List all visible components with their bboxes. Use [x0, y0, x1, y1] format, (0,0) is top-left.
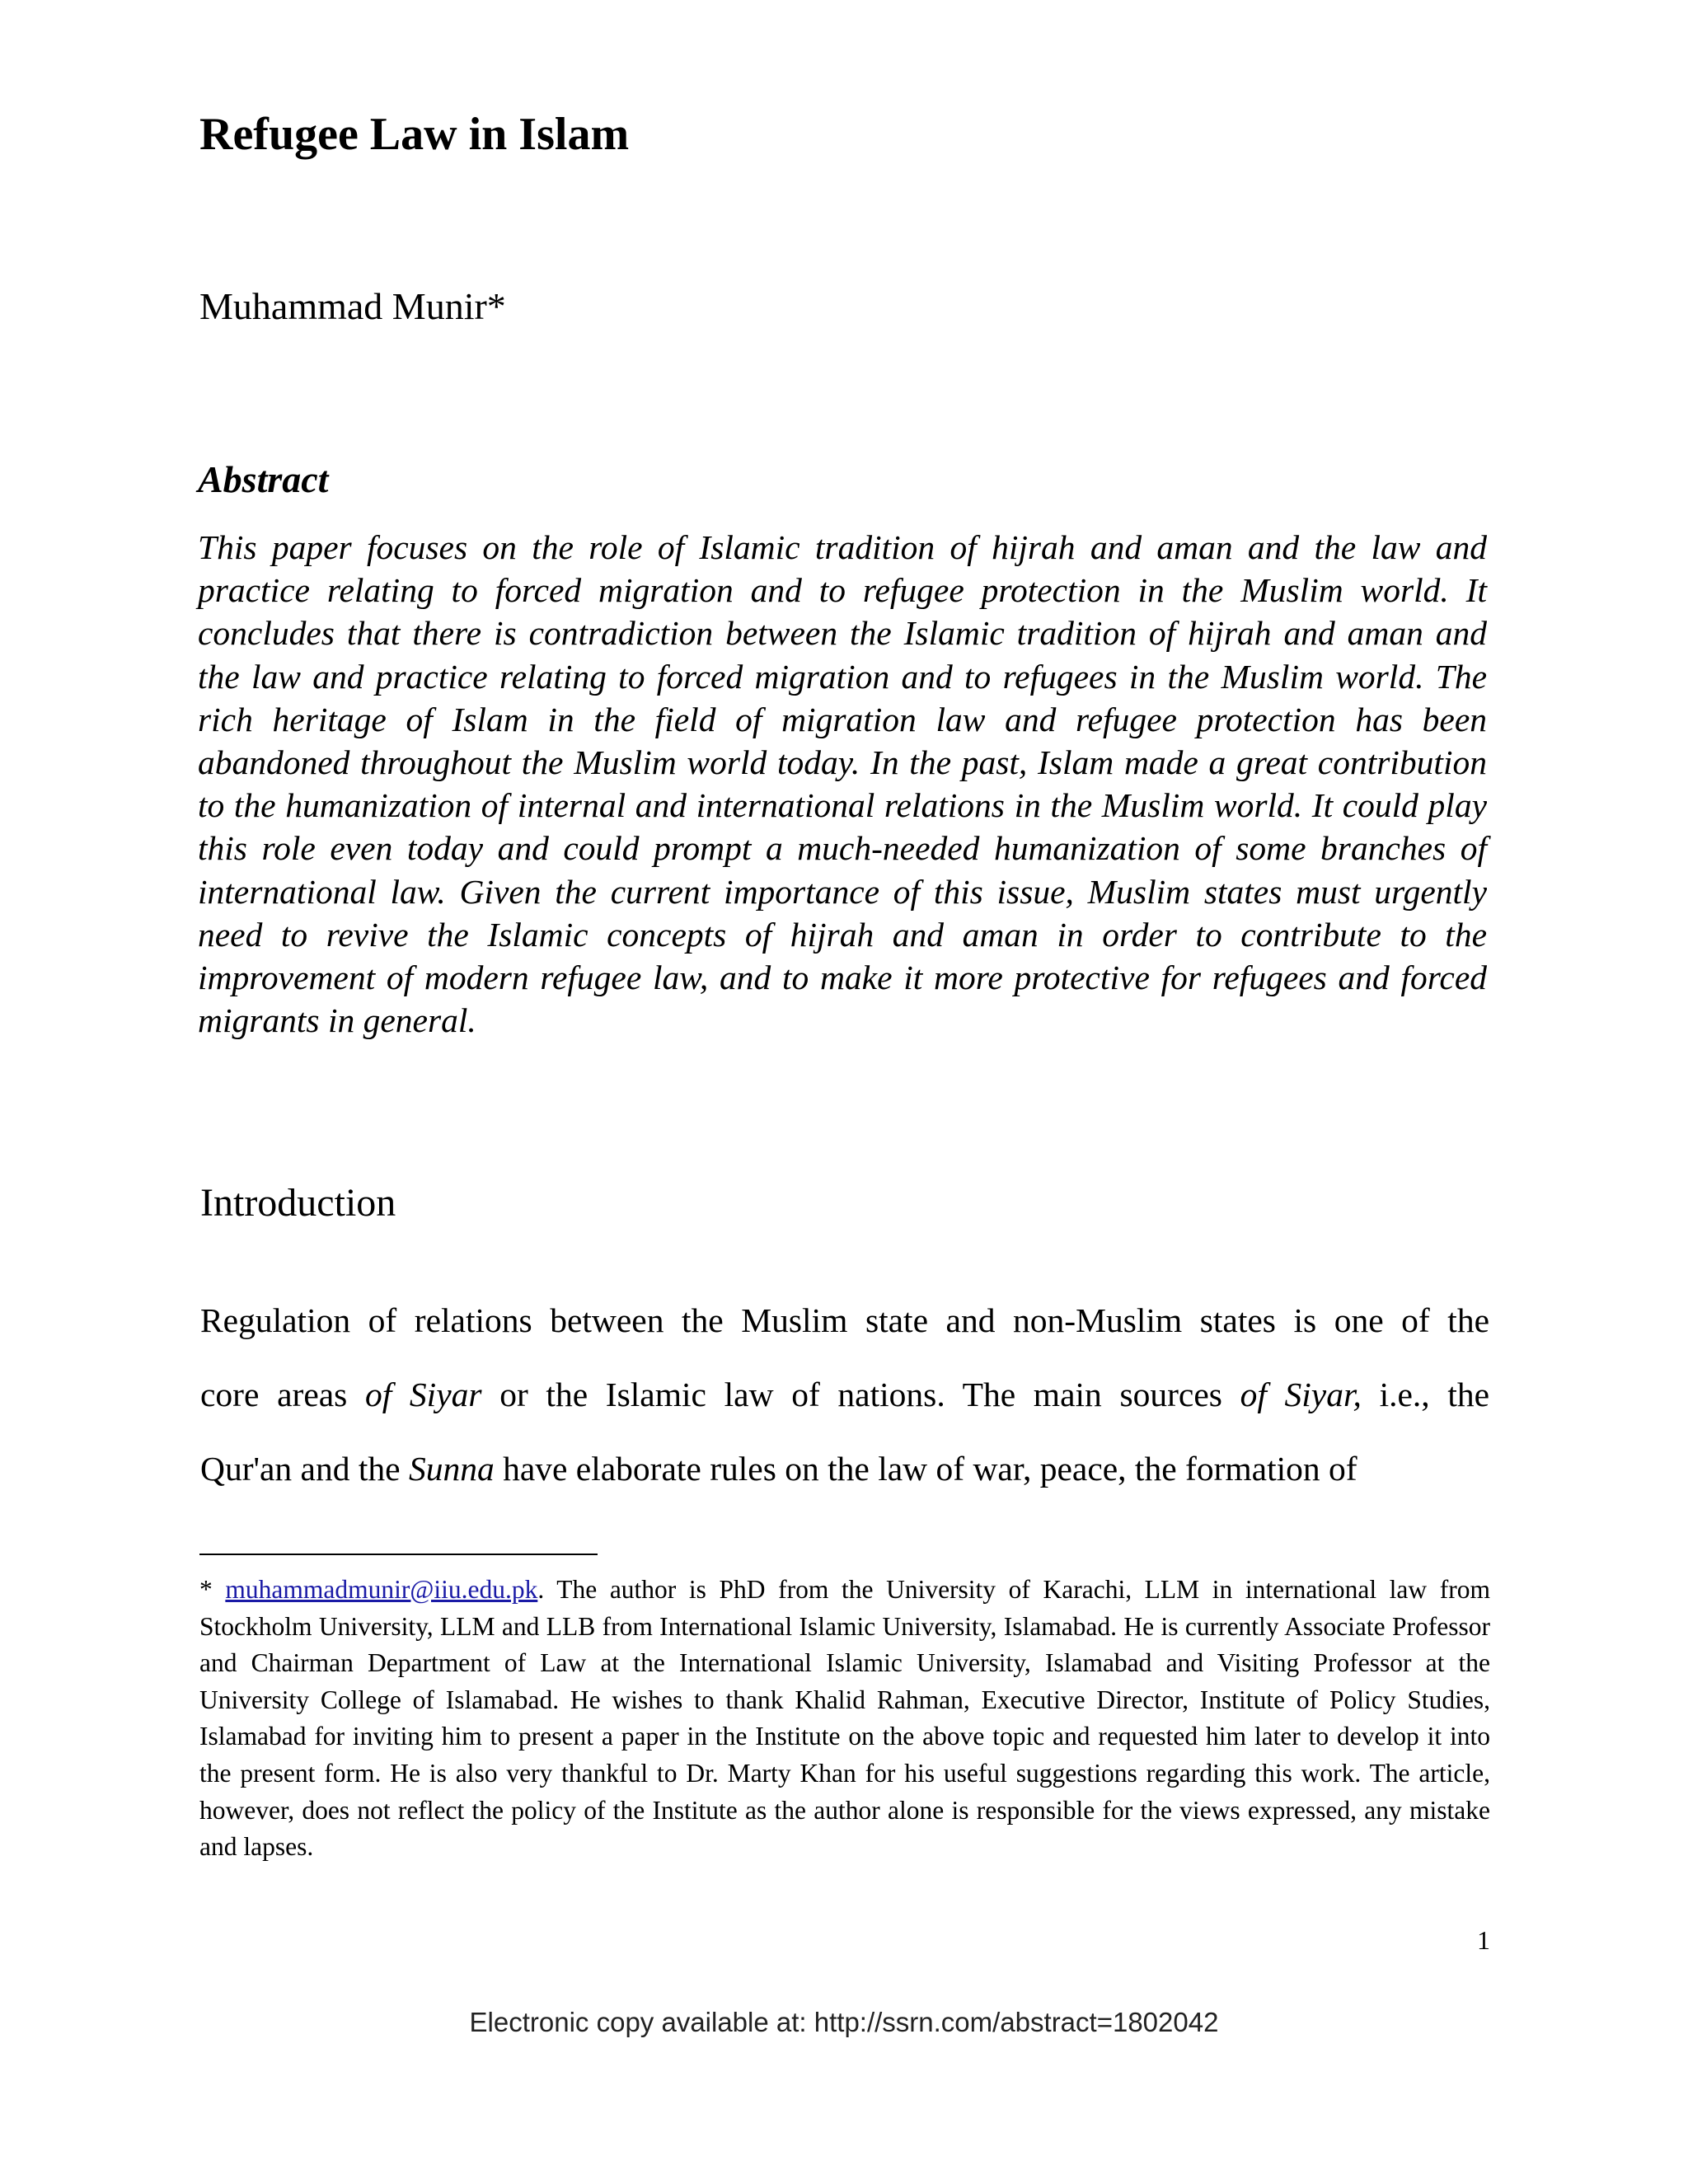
- author-email-link[interactable]: muhammadmunir@iiu.edu.pk: [225, 1575, 538, 1604]
- ssrn-banner: Electronic copy available at: http://ssrn.com/abstract=1802042: [469, 2007, 1219, 2037]
- introduction-italic-term: of Siyar,: [1240, 1376, 1362, 1413]
- introduction-line: [200, 1432, 1489, 1506]
- introduction-text: or the Islamic law of nations. The main sources: [481, 1376, 1240, 1413]
- introduction-paragraph: [200, 1283, 1489, 1506]
- footnote-marker: *: [199, 1575, 226, 1604]
- introduction-italic-term: Sunna: [408, 1450, 495, 1488]
- footnote: [199, 1572, 1490, 1866]
- author-name: Muhammad Munir*: [199, 285, 506, 327]
- page-number: 1: [1477, 1925, 1490, 1955]
- abstract-heading: Abstract: [198, 458, 329, 500]
- paper-title: Refugee Law in Islam: [199, 109, 630, 160]
- introduction-text: i.e., the: [1361, 1376, 1489, 1413]
- introduction-text: core areas: [200, 1376, 365, 1413]
- footnote-separator: [199, 1554, 598, 1555]
- introduction-heading: Introduction: [200, 1181, 396, 1225]
- introduction-line: [200, 1283, 1489, 1357]
- abstract-text: This paper focuses on the role of Islamic tradition of hijrah and aman and the law and practice relating to forced migration and to refugee protection in the Muslim world. It concludes that there is contradiction between the Islamic tradition of hijrah and aman and the law and practice relating to forced migration and to refugees in the Muslim world. The rich heritage of Islam in the field of migration law and refugee protection has been abandoned throughout the Muslim world today. In the past, Islam made a great contribution to the humanization of internal and international relations in the Muslim world. It could play this role even today and could prompt a much-needed humanization of some branches of international law. Given the current importance of this issue, Muslim states must urgently need to revive the Islamic concepts of hijrah and aman in order to contribute to the improvement of modern refugee law, and to make it more protective for refugees and forced migrants in general.: [198, 528, 1487, 1040]
- introduction-text: have elaborate rules on the law of war, peace, the formation of: [494, 1450, 1357, 1488]
- introduction-line: [200, 1357, 1489, 1432]
- introduction-text: Regulation of relations between the Muslim state and non-Muslim states is one of the: [200, 1301, 1489, 1339]
- footnote-text: . The author is PhD from the University of Karachi, LLM in international law from Stockholm University, LLM and LLB from International Islamic University, Islamabad. He is currently Associate Professor and Chairman Department of Law at the International Islamic University, Islamabad and Visiting Professor at the University College of Islamabad. He wishes to thank Khalid Rahman, Executive Director, Institute of Policy Studies, Islamabad for inviting him to present a paper in the Institute on the above topic and requested him later to develop it into the present form. He is also very thankful to Dr. Marty Khan for his useful suggestions regarding this work. The article, however, does not reflect the policy of the Institute as the author alone is responsible for the views expressed, any mistake and lapses.: [199, 1575, 1491, 1862]
- introduction-italic-term: of Siyar: [364, 1376, 482, 1413]
- introduction-text: Qur'an and the: [200, 1450, 409, 1488]
